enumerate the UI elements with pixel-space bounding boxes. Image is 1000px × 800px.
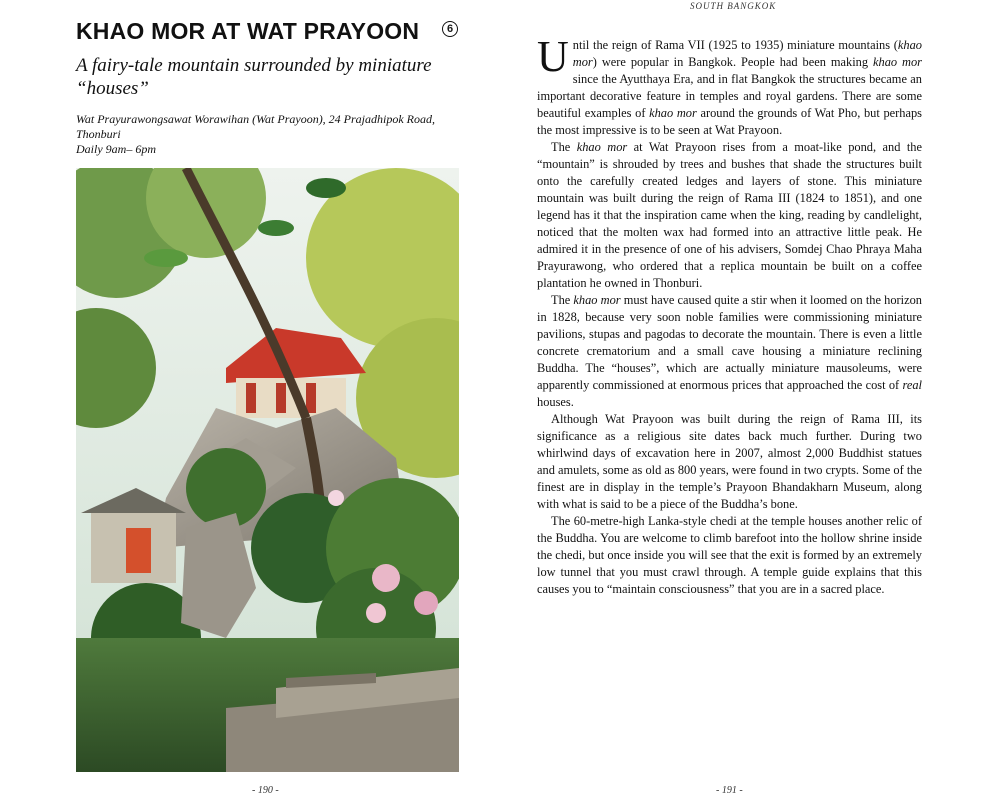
subtitle: A fairy-tale mountain surrounded by miniature “houses”: [76, 55, 432, 99]
page-title: KHAO MOR AT WAT PRAYOON: [76, 18, 420, 44]
drop-cap: U: [537, 32, 569, 81]
body-paragraph: Until the reign of Rama VII (1925 to 1935) miniature mountains (khao mor) were popular in Bangkok. People had been making khao mor since the Ayutthaya Era, and in flat Bangkok the structures became an important decorative feature in temples and royal gardens. There are some beautiful examples of khao mor around the grounds of Wat Pho, but perhaps the most impressive is to be seen at Wat Prayoon.: [537, 32, 923, 137]
opening-hours: Daily 9am– 6pm: [76, 142, 156, 156]
body-paragraph: Although Wat Prayoon was built during the reign of Rama III, its significance as a religious site dates back much further. During two whirlwind days of excavation here in 2007, almost 2,000 Buddhist statues and amulets, some as old as 800 years, were found in two crypts. Some of the finest are in display in the temple’s Prayoon Bhandakharn Museum, along with what is said to be a piece of the Buddha’s bone.: [537, 412, 922, 511]
entry-number-badge: 6: [442, 21, 458, 37]
page-number-right: - 191 -: [716, 785, 743, 796]
page-number-left: - 190 -: [252, 785, 279, 796]
address: Wat Prayurawongsawat Worawihan (Wat Prayoon), 24 Prajadhipok Road, Thonburi: [76, 112, 436, 141]
body-text: [537, 32, 923, 598]
right-page: [500, 0, 1000, 800]
body-paragraph: The 60-metre-high Lanka-style chedi at the temple houses another relic of the Buddha. You are welcome to climb barefoot into the hollow shrine inside the chedi, but once inside you will see that the exit is formed by an extremely low tunnel that you must crawl through. A temple guide explains that this causes you to “maintain consciousness” that you are in a sacred place.: [537, 514, 922, 596]
body-paragraph: The khao mor at Wat Prayoon rises from a moat-like pond, and the “mountain” is shrouded by trees and bushes that shade the structures built onto the carefully created ledges and layers of stone. This miniature mountain was built during the reign of Rama III (1824 to 1851), and one legend has it that the inspiration came when the king, reading by candlelight, noticed that the molten wax had formed into an attractive little peak. He admired it in the presence of one of his advisers, Somdej Chao Phraya Maha Prayurawong, who ordered that a replica mountain be built on a coffee plantation he owned in Thonburi.: [537, 140, 922, 290]
running-head: SOUTH BANGKOK: [690, 1, 777, 11]
body-paragraph: The khao mor must have caused quite a stir when it loomed on the horizon in 1828, because very soon noble families were commissioning miniature pavilions, stupas and pagodas to decorate the mountain. There is even a little concrete crematorium and a small cave housing a miniature reclining Buddha. The “houses”, which are actually miniature mausoleums, were apparently commissioned at enormous prices that approached the cost of real houses.: [537, 293, 922, 409]
temple-garden-photo: [76, 168, 459, 772]
